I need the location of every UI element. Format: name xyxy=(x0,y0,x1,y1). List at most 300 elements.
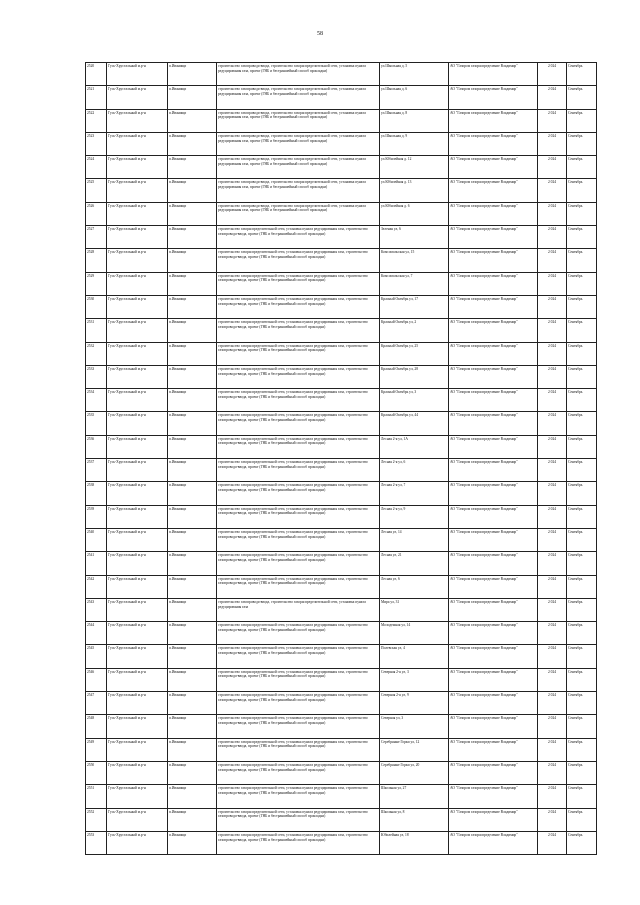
address-cell: ул.Юбилейная д. 6 xyxy=(380,202,449,225)
year-cell: 2 024 xyxy=(538,156,567,179)
settlement-cell: п.Иванищи xyxy=(168,692,217,715)
table-row xyxy=(86,668,597,691)
year-cell: 2 024 xyxy=(538,575,567,598)
table-row xyxy=(86,63,597,86)
settlement-cell: п.Иванищи xyxy=(168,505,217,528)
address-cell: ул.Школьная д. 6 xyxy=(380,86,449,109)
organization-cell: АО "Газпром газораспределение Владимир" xyxy=(449,412,538,435)
organization-cell: АО "Газпром газораспределение Владимир" xyxy=(449,319,538,342)
month-cell: Сентябрь xyxy=(567,715,597,738)
district-cell: Гусь-Хрустальный м.р-н xyxy=(107,202,168,225)
page-number: 58 xyxy=(317,31,323,37)
month-cell: Сентябрь xyxy=(567,598,597,621)
table-row xyxy=(86,86,597,109)
address-cell: ул.Юбилейная д. 12 xyxy=(380,156,449,179)
address-cell: Лесная ул, 21 xyxy=(380,552,449,575)
row-number-cell: 2525 xyxy=(86,179,107,202)
year-cell: 2 024 xyxy=(538,552,567,575)
address-cell: Мира ул, 31 xyxy=(380,598,449,621)
table-row xyxy=(86,622,597,645)
row-number-cell: 2520 xyxy=(86,63,107,86)
address-cell: Северная 2-я ул, 3 xyxy=(380,668,449,691)
table-row xyxy=(86,249,597,272)
work-description-cell: строительство газопровода-ввода, строительство газораспределительной сети, установка пункта редуцирования газа, проект (ГНБ и бестраншейный способ прокладки) xyxy=(217,63,380,86)
work-description-cell: строительство газораспределительной сети, установка пункта редуцирования газа, строительство газопровода-ввода, проект (ГНБ и бестраншейный способ прокладки) xyxy=(217,668,380,691)
year-cell: 2 024 xyxy=(538,272,567,295)
settlement-cell: п.Иванищи xyxy=(168,109,217,132)
settlement-cell: п.Иванищи xyxy=(168,63,217,86)
table-row xyxy=(86,342,597,365)
district-cell: Гусь-Хрустальный м.р-н xyxy=(107,528,168,551)
work-description-cell: строительство газораспределительной сети, установка пункта редуцирования газа, строительство газопровода-ввода, проект (ГНБ и бестраншейный способ прокладки) xyxy=(217,831,380,854)
table-row xyxy=(86,389,597,412)
settlement-cell: п.Иванищи xyxy=(168,319,217,342)
address-cell: Молодежная ул, 14 xyxy=(380,622,449,645)
work-description-cell: строительство газораспределительной сети, установка пункта редуцирования газа, строительство газопровода-ввода, проект (ГНБ и бестраншейный способ прокладки) xyxy=(217,319,380,342)
table-row xyxy=(86,156,597,179)
work-description-cell: строительство газораспределительной сети, установка пункта редуцирования газа, строительство газопровода-ввода, проект (ГНБ и бестраншейный способ прокладки) xyxy=(217,715,380,738)
table-row xyxy=(86,435,597,458)
year-cell: 2 024 xyxy=(538,319,567,342)
organization-cell: АО "Газпром газораспределение Владимир" xyxy=(449,272,538,295)
work-description-cell: строительство газораспределительной сети, установка пункта редуцирования газа, строительство газопровода-ввода, проект (ГНБ и бестраншейный способ прокладки) xyxy=(217,295,380,318)
settlement-cell: п.Иванищи xyxy=(168,459,217,482)
address-cell: Красный Октябрь ул, 17 xyxy=(380,295,449,318)
address-cell: ул.Школьная д. 5 xyxy=(380,63,449,86)
month-cell: Сентябрь xyxy=(567,249,597,272)
table-row xyxy=(86,202,597,225)
table-row xyxy=(86,715,597,738)
year-cell: 2 024 xyxy=(538,715,567,738)
settlement-cell: п.Иванищи xyxy=(168,808,217,831)
work-description-cell: строительство газопровода-ввода, строительство газораспределительной сети, установка пункта редуцирования газа, проект (ГНБ и бестраншейный способ прокладки) xyxy=(217,179,380,202)
work-description-cell: строительство газораспределительной сети, установка пункта редуцирования газа, строительство газопровода-ввода, проект (ГНБ и бестраншейный способ прокладки) xyxy=(217,459,380,482)
address-cell: Лесная 2-я ул, 1А xyxy=(380,435,449,458)
year-cell: 2 024 xyxy=(538,668,567,691)
district-cell: Гусь-Хрустальный м.р-н xyxy=(107,156,168,179)
work-description-cell: строительство газораспределительной сети, установка пункта редуцирования газа, строительство газопровода-ввода, проект (ГНБ и бестраншейный способ прокладки) xyxy=(217,645,380,668)
year-cell: 2 024 xyxy=(538,389,567,412)
year-cell: 2 024 xyxy=(538,482,567,505)
table-row xyxy=(86,179,597,202)
month-cell: Сентябрь xyxy=(567,482,597,505)
work-description-cell: строительство газораспределительной сети, установка пункта редуцирования газа, строительство газопровода-ввода, проект (ГНБ и бестраншейный способ прокладки) xyxy=(217,552,380,575)
row-number-cell: 2522 xyxy=(86,109,107,132)
district-cell: Гусь-Хрустальный м.р-н xyxy=(107,319,168,342)
table-row xyxy=(86,645,597,668)
year-cell: 2 024 xyxy=(538,226,567,249)
organization-cell: АО "Газпром газораспределение Владимир" xyxy=(449,552,538,575)
year-cell: 2 024 xyxy=(538,132,567,155)
table-row xyxy=(86,808,597,831)
work-description-cell: строительство газопровода-ввода, строительство газораспределительной сети, установка пункта редуцирования газа, проект (ГНБ и бестраншейный способ прокладки) xyxy=(217,156,380,179)
work-description-cell: строительство газораспределительной сети, установка пункта редуцирования газа, строительство газопровода-ввода, проект (ГНБ и бестраншейный способ прокладки) xyxy=(217,622,380,645)
year-cell: 2 024 xyxy=(538,342,567,365)
district-cell: Гусь-Хрустальный м.р-н xyxy=(107,342,168,365)
address-cell: Комсомольская ул, 15 xyxy=(380,249,449,272)
organization-cell: АО "Газпром газораспределение Владимир" xyxy=(449,715,538,738)
organization-cell: АО "Газпром газораспределение Владимир" xyxy=(449,738,538,761)
settlement-cell: п.Иванищи xyxy=(168,435,217,458)
settlement-cell: п.Иванищи xyxy=(168,761,217,784)
month-cell: Сентябрь xyxy=(567,226,597,249)
year-cell: 2 024 xyxy=(538,692,567,715)
table-row xyxy=(86,109,597,132)
table-row xyxy=(86,132,597,155)
table-row xyxy=(86,482,597,505)
district-cell: Гусь-Хрустальный м.р-н xyxy=(107,575,168,598)
address-cell: ул.Юбилейная д. 13 xyxy=(380,179,449,202)
year-cell: 2 024 xyxy=(538,622,567,645)
organization-cell: АО "Газпром газораспределение Владимир" xyxy=(449,389,538,412)
district-cell: Гусь-Хрустальный м.р-н xyxy=(107,132,168,155)
settlement-cell: п.Иванищи xyxy=(168,552,217,575)
row-number-cell: 2544 xyxy=(86,622,107,645)
month-cell: Сентябрь xyxy=(567,63,597,86)
row-number-cell: 2540 xyxy=(86,528,107,551)
organization-cell: АО "Газпром газораспределение Владимир" xyxy=(449,645,538,668)
work-description-cell: строительство газораспределительной сети, установка пункта редуцирования газа, строительство газопровода-ввода, проект (ГНБ и бестраншейный способ прокладки) xyxy=(217,575,380,598)
work-description-cell: строительство газораспределительной сети, установка пункта редуцирования газа, строительство газопровода-ввода, проект (ГНБ и бестраншейный способ прокладки) xyxy=(217,249,380,272)
district-cell: Гусь-Хрустальный м.р-н xyxy=(107,808,168,831)
row-number-cell: 2547 xyxy=(86,692,107,715)
district-cell: Гусь-Хрустальный м.р-н xyxy=(107,482,168,505)
year-cell: 2 024 xyxy=(538,459,567,482)
organization-cell: АО "Газпром газораспределение Владимир" xyxy=(449,342,538,365)
year-cell: 2 024 xyxy=(538,63,567,86)
row-number-cell: 2530 xyxy=(86,295,107,318)
address-cell: Юбилейная ул, 18 xyxy=(380,831,449,854)
settlement-cell: п.Иванищи xyxy=(168,785,217,808)
work-description-cell: строительство газораспределительной сети, установка пункта редуцирования газа, строительство газопровода-ввода, проект (ГНБ и бестраншейный способ прокладки) xyxy=(217,482,380,505)
address-cell: Северная ул, 3 xyxy=(380,715,449,738)
row-number-cell: 2535 xyxy=(86,412,107,435)
year-cell: 2 024 xyxy=(538,785,567,808)
work-description-cell: строительство газопровода-ввода, строительство газораспределительной сети, установка пункта редуцирования газа, проект (ГНБ и бестраншейный способ прокладки) xyxy=(217,132,380,155)
month-cell: Сентябрь xyxy=(567,761,597,784)
address-cell: Красный Октябрь ул, 28 xyxy=(380,365,449,388)
table-row xyxy=(86,552,597,575)
settlement-cell: п.Иванищи xyxy=(168,156,217,179)
address-cell: ул.Школьная д. 8 xyxy=(380,109,449,132)
row-number-cell: 2543 xyxy=(86,598,107,621)
address-cell: Лесная 2-я ул, 6 xyxy=(380,459,449,482)
organization-cell: АО "Газпром газораспределение Владимир" xyxy=(449,63,538,86)
address-cell: Красный Октябрь ул, 3 xyxy=(380,389,449,412)
address-cell: Красный Октябрь ул, 25 xyxy=(380,342,449,365)
work-description-cell: строительство газораспределительной сети, установка пункта редуцирования газа, строительство газопровода-ввода, проект (ГНБ и бестраншейный способ прокладки) xyxy=(217,761,380,784)
table-row xyxy=(86,412,597,435)
month-cell: Сентябрь xyxy=(567,668,597,691)
year-cell: 2 024 xyxy=(538,738,567,761)
organization-cell: АО "Газпром газораспределение Владимир" xyxy=(449,598,538,621)
month-cell: Сентябрь xyxy=(567,342,597,365)
year-cell: 2 024 xyxy=(538,808,567,831)
month-cell: Сентябрь xyxy=(567,109,597,132)
work-description-cell: строительство газопровода-ввода, строительство газораспределительной сети, установка пункта редуцирования газа, проект (ГНБ и бестраншейный способ прокладки) xyxy=(217,202,380,225)
settlement-cell: п.Иванищи xyxy=(168,575,217,598)
month-cell: Сентябрь xyxy=(567,505,597,528)
row-number-cell: 2526 xyxy=(86,202,107,225)
work-description-cell: строительство газораспределительной сети, установка пункта редуцирования газа, строительство газопровода-ввода, проект (ГНБ и бестраншейный способ прокладки) xyxy=(217,342,380,365)
year-cell: 2 024 xyxy=(538,435,567,458)
organization-cell: АО "Газпром газораспределение Владимир" xyxy=(449,831,538,854)
month-cell: Сентябрь xyxy=(567,808,597,831)
row-number-cell: 2551 xyxy=(86,785,107,808)
district-cell: Гусь-Хрустальный м.р-н xyxy=(107,645,168,668)
district-cell: Гусь-Хрустальный м.р-н xyxy=(107,86,168,109)
year-cell: 2 024 xyxy=(538,831,567,854)
work-description-cell: строительство газораспределительной сети, установка пункта редуцирования газа, строительство газопровода-ввода, проект (ГНБ и бестраншейный способ прокладки) xyxy=(217,226,380,249)
year-cell: 2 024 xyxy=(538,645,567,668)
month-cell: Сентябрь xyxy=(567,319,597,342)
row-number-cell: 2528 xyxy=(86,249,107,272)
district-cell: Гусь-Хрустальный м.р-н xyxy=(107,785,168,808)
organization-cell: АО "Газпром газораспределение Владимир" xyxy=(449,459,538,482)
organization-cell: АО "Газпром газораспределение Владимир" xyxy=(449,482,538,505)
year-cell: 2 024 xyxy=(538,202,567,225)
settlement-cell: п.Иванищи xyxy=(168,365,217,388)
address-cell: Северная 2-я ул, 9 xyxy=(380,692,449,715)
organization-cell: АО "Газпром газораспределение Владимир" xyxy=(449,365,538,388)
district-cell: Гусь-Хрустальный м.р-н xyxy=(107,295,168,318)
row-number-cell: 2524 xyxy=(86,156,107,179)
settlement-cell: п.Иванищи xyxy=(168,831,217,854)
row-number-cell: 2536 xyxy=(86,435,107,458)
year-cell: 2 024 xyxy=(538,761,567,784)
address-cell: Красный Октябрь ул, 44 xyxy=(380,412,449,435)
address-cell: Красный Октябрь ул, 2 xyxy=(380,319,449,342)
district-cell: Гусь-Хрустальный м.р-н xyxy=(107,668,168,691)
row-number-cell: 2553 xyxy=(86,831,107,854)
year-cell: 2 024 xyxy=(538,528,567,551)
work-description-cell: строительство газораспределительной сети, установка пункта редуцирования газа, строительство газопровода-ввода, проект (ГНБ и бестраншейный способ прокладки) xyxy=(217,435,380,458)
settlement-cell: п.Иванищи xyxy=(168,342,217,365)
row-number-cell: 2538 xyxy=(86,482,107,505)
year-cell: 2 024 xyxy=(538,109,567,132)
work-description-cell: строительство газораспределительной сети, установка пункта редуцирования газа, строительство газопровода-ввода, проект (ГНБ и бестраншейный способ прокладки) xyxy=(217,738,380,761)
table-body xyxy=(86,63,597,855)
settlement-cell: п.Иванищи xyxy=(168,295,217,318)
address-cell: Серебряные Горки ул, 20 xyxy=(380,761,449,784)
address-cell: Школьная ул, 27 xyxy=(380,785,449,808)
row-number-cell: 2533 xyxy=(86,365,107,388)
organization-cell: АО "Газпром газораспределение Владимир" xyxy=(449,226,538,249)
work-description-cell: строительство газораспределительной сети, установка пункта редуцирования газа, строительство газопровода-ввода, проект (ГНБ и бестраншейный способ прокладки) xyxy=(217,528,380,551)
year-cell: 2 024 xyxy=(538,365,567,388)
settlement-cell: п.Иванищи xyxy=(168,389,217,412)
month-cell: Сентябрь xyxy=(567,412,597,435)
district-cell: Гусь-Хрустальный м.р-н xyxy=(107,761,168,784)
row-number-cell: 2531 xyxy=(86,319,107,342)
table-row xyxy=(86,319,597,342)
month-cell: Сентябрь xyxy=(567,86,597,109)
work-description-cell: строительство газораспределительной сети, установка пункта редуцирования газа, строительство газопровода-ввода, проект (ГНБ и бестраншейный способ прокладки) xyxy=(217,692,380,715)
district-cell: Гусь-Хрустальный м.р-н xyxy=(107,272,168,295)
organization-cell: АО "Газпром газораспределение Владимир" xyxy=(449,575,538,598)
month-cell: Сентябрь xyxy=(567,435,597,458)
district-cell: Гусь-Хрустальный м.р-н xyxy=(107,715,168,738)
settlement-cell: п.Иванищи xyxy=(168,226,217,249)
table-row xyxy=(86,505,597,528)
row-number-cell: 2532 xyxy=(86,342,107,365)
organization-cell: АО "Газпром газораспределение Владимир" xyxy=(449,435,538,458)
settlement-cell: п.Иванищи xyxy=(168,715,217,738)
district-cell: Гусь-Хрустальный м.р-н xyxy=(107,831,168,854)
row-number-cell: 2534 xyxy=(86,389,107,412)
month-cell: Сентябрь xyxy=(567,738,597,761)
year-cell: 2 024 xyxy=(538,179,567,202)
table-row xyxy=(86,528,597,551)
district-cell: Гусь-Хрустальный м.р-н xyxy=(107,435,168,458)
district-cell: Гусь-Хрустальный м.р-н xyxy=(107,109,168,132)
organization-cell: АО "Газпром газораспределение Владимир" xyxy=(449,761,538,784)
district-cell: Гусь-Хрустальный м.р-н xyxy=(107,226,168,249)
organization-cell: АО "Газпром газораспределение Владимир" xyxy=(449,785,538,808)
address-cell: Серебряные Горки ул, 12 xyxy=(380,738,449,761)
work-description-cell: строительство газораспределительной сети, установка пункта редуцирования газа, строительство газопровода-ввода, проект (ГНБ и бестраншейный способ прокладки) xyxy=(217,808,380,831)
settlement-cell: п.Иванищи xyxy=(168,202,217,225)
month-cell: Сентябрь xyxy=(567,692,597,715)
table-row xyxy=(86,761,597,784)
organization-cell: АО "Газпром газораспределение Владимир" xyxy=(449,622,538,645)
settlement-cell: п.Иванищи xyxy=(168,482,217,505)
district-cell: Гусь-Хрустальный м.р-н xyxy=(107,63,168,86)
month-cell: Сентябрь xyxy=(567,575,597,598)
organization-cell: АО "Газпром газораспределение Владимир" xyxy=(449,505,538,528)
table-row xyxy=(86,459,597,482)
month-cell: Сентябрь xyxy=(567,528,597,551)
table-row xyxy=(86,272,597,295)
row-number-cell: 2529 xyxy=(86,272,107,295)
work-description-cell: строительство газопровода-ввода, строительство газораспределительной сети, установка пункта редуцирования газа, проект (ГНБ и бестраншейный способ прокладки) xyxy=(217,86,380,109)
month-cell: Сентябрь xyxy=(567,365,597,388)
table-row xyxy=(86,575,597,598)
organization-cell: АО "Газпром газораспределение Владимир" xyxy=(449,668,538,691)
work-description-cell: строительство газораспределительной сети, установка пункта редуцирования газа, строительство газопровода-ввода, проект (ГНБ и бестраншейный способ прокладки) xyxy=(217,785,380,808)
address-cell: Лесная ул, 14 xyxy=(380,528,449,551)
address-cell: Комсомольская ул, 7 xyxy=(380,272,449,295)
row-number-cell: 2542 xyxy=(86,575,107,598)
settlement-cell: п.Иванищи xyxy=(168,249,217,272)
district-cell: Гусь-Хрустальный м.р-н xyxy=(107,412,168,435)
month-cell: Сентябрь xyxy=(567,645,597,668)
work-description-cell: строительство газораспределительной сети, установка пункта редуцирования газа, строительство газопровода-ввода, проект (ГНБ и бестраншейный способ прокладки) xyxy=(217,389,380,412)
month-cell: Сентябрь xyxy=(567,552,597,575)
gasification-schedule-table xyxy=(85,62,597,855)
organization-cell: АО "Газпром газораспределение Владимир" xyxy=(449,295,538,318)
table-row xyxy=(86,295,597,318)
month-cell: Сентябрь xyxy=(567,831,597,854)
settlement-cell: п.Иванищи xyxy=(168,528,217,551)
month-cell: Сентябрь xyxy=(567,132,597,155)
month-cell: Сентябрь xyxy=(567,272,597,295)
organization-cell: АО "Газпром газораспределение Владимир" xyxy=(449,86,538,109)
row-number-cell: 2523 xyxy=(86,132,107,155)
row-number-cell: 2548 xyxy=(86,715,107,738)
district-cell: Гусь-Хрустальный м.р-н xyxy=(107,598,168,621)
district-cell: Гусь-Хрустальный м.р-н xyxy=(107,692,168,715)
month-cell: Сентябрь xyxy=(567,459,597,482)
row-number-cell: 2546 xyxy=(86,668,107,691)
row-number-cell: 2549 xyxy=(86,738,107,761)
work-description-cell: строительство газораспределительной сети, установка пункта редуцирования газа, строительство газопровода-ввода, проект (ГНБ и бестраншейный способ прокладки) xyxy=(217,412,380,435)
district-cell: Гусь-Хрустальный м.р-н xyxy=(107,552,168,575)
table-row xyxy=(86,831,597,854)
row-number-cell: 2541 xyxy=(86,552,107,575)
organization-cell: АО "Газпром газораспределение Владимир" xyxy=(449,132,538,155)
address-cell: Зеленая ул, 6 xyxy=(380,226,449,249)
settlement-cell: п.Иванищи xyxy=(168,132,217,155)
organization-cell: АО "Газпром газораспределение Владимир" xyxy=(449,249,538,272)
table-row xyxy=(86,598,597,621)
month-cell: Сентябрь xyxy=(567,202,597,225)
table-row xyxy=(86,785,597,808)
table-row xyxy=(86,692,597,715)
table-row xyxy=(86,365,597,388)
address-cell: Лесная 2-я ул, 9 xyxy=(380,505,449,528)
settlement-cell: п.Иванищи xyxy=(168,272,217,295)
month-cell: Сентябрь xyxy=(567,295,597,318)
row-number-cell: 2527 xyxy=(86,226,107,249)
settlement-cell: п.Иванищи xyxy=(168,179,217,202)
year-cell: 2 024 xyxy=(538,249,567,272)
year-cell: 2 024 xyxy=(538,505,567,528)
settlement-cell: п.Иванищи xyxy=(168,412,217,435)
settlement-cell: п.Иванищи xyxy=(168,86,217,109)
organization-cell: АО "Газпром газораспределение Владимир" xyxy=(449,109,538,132)
year-cell: 2 024 xyxy=(538,295,567,318)
month-cell: Сентябрь xyxy=(567,622,597,645)
work-description-cell: строительство газопровода-ввода, строительство газораспределительной сети, установка пункта редуцирования газа, проект (ГНБ и бестраншейный способ прокладки) xyxy=(217,109,380,132)
month-cell: Сентябрь xyxy=(567,179,597,202)
organization-cell: АО "Газпром газораспределение Владимир" xyxy=(449,692,538,715)
organization-cell: АО "Газпром газораспределение Владимир" xyxy=(449,528,538,551)
month-cell: Сентябрь xyxy=(567,389,597,412)
work-description-cell: строительство газораспределительной сети, установка пункта редуцирования газа, строительство газопровода-ввода, проект (ГНБ и бестраншейный способ прокладки) xyxy=(217,505,380,528)
table-row xyxy=(86,738,597,761)
settlement-cell: п.Иванищи xyxy=(168,598,217,621)
table-row xyxy=(86,226,597,249)
year-cell: 2 024 xyxy=(538,412,567,435)
district-cell: Гусь-Хрустальный м.р-н xyxy=(107,249,168,272)
month-cell: Сентябрь xyxy=(567,156,597,179)
work-description-cell: строительство газораспределительной сети, установка пункта редуцирования газа, строительство газопровода-ввода, проект (ГНБ и бестраншейный способ прокладки) xyxy=(217,272,380,295)
work-description-cell: строительство газопровода-ввода, строительство газораспределительной сети, установка пункта редуцирования газа xyxy=(217,598,380,621)
row-number-cell: 2550 xyxy=(86,761,107,784)
settlement-cell: п.Иванищи xyxy=(168,668,217,691)
settlement-cell: п.Иванищи xyxy=(168,622,217,645)
address-cell: Полевская ул, 4 xyxy=(380,645,449,668)
district-cell: Гусь-Хрустальный м.р-н xyxy=(107,622,168,645)
district-cell: Гусь-Хрустальный м.р-н xyxy=(107,389,168,412)
district-cell: Гусь-Хрустальный м.р-н xyxy=(107,738,168,761)
address-cell: Лесная 2-я ул, 7 xyxy=(380,482,449,505)
work-description-cell: строительство газораспределительной сети, установка пункта редуцирования газа, строительство газопровода-ввода, проект (ГНБ и бестраншейный способ прокладки) xyxy=(217,365,380,388)
district-cell: Гусь-Хрустальный м.р-н xyxy=(107,365,168,388)
address-cell: Лесная ул, 6 xyxy=(380,575,449,598)
row-number-cell: 2539 xyxy=(86,505,107,528)
settlement-cell: п.Иванищи xyxy=(168,738,217,761)
row-number-cell: 2552 xyxy=(86,808,107,831)
row-number-cell: 2537 xyxy=(86,459,107,482)
organization-cell: АО "Газпром газораспределение Владимир" xyxy=(449,179,538,202)
year-cell: 2 024 xyxy=(538,86,567,109)
row-number-cell: 2521 xyxy=(86,86,107,109)
address-cell: Школьная ул, 8 xyxy=(380,808,449,831)
organization-cell: АО "Газпром газораспределение Владимир" xyxy=(449,156,538,179)
organization-cell: АО "Газпром газораспределение Владимир" xyxy=(449,808,538,831)
